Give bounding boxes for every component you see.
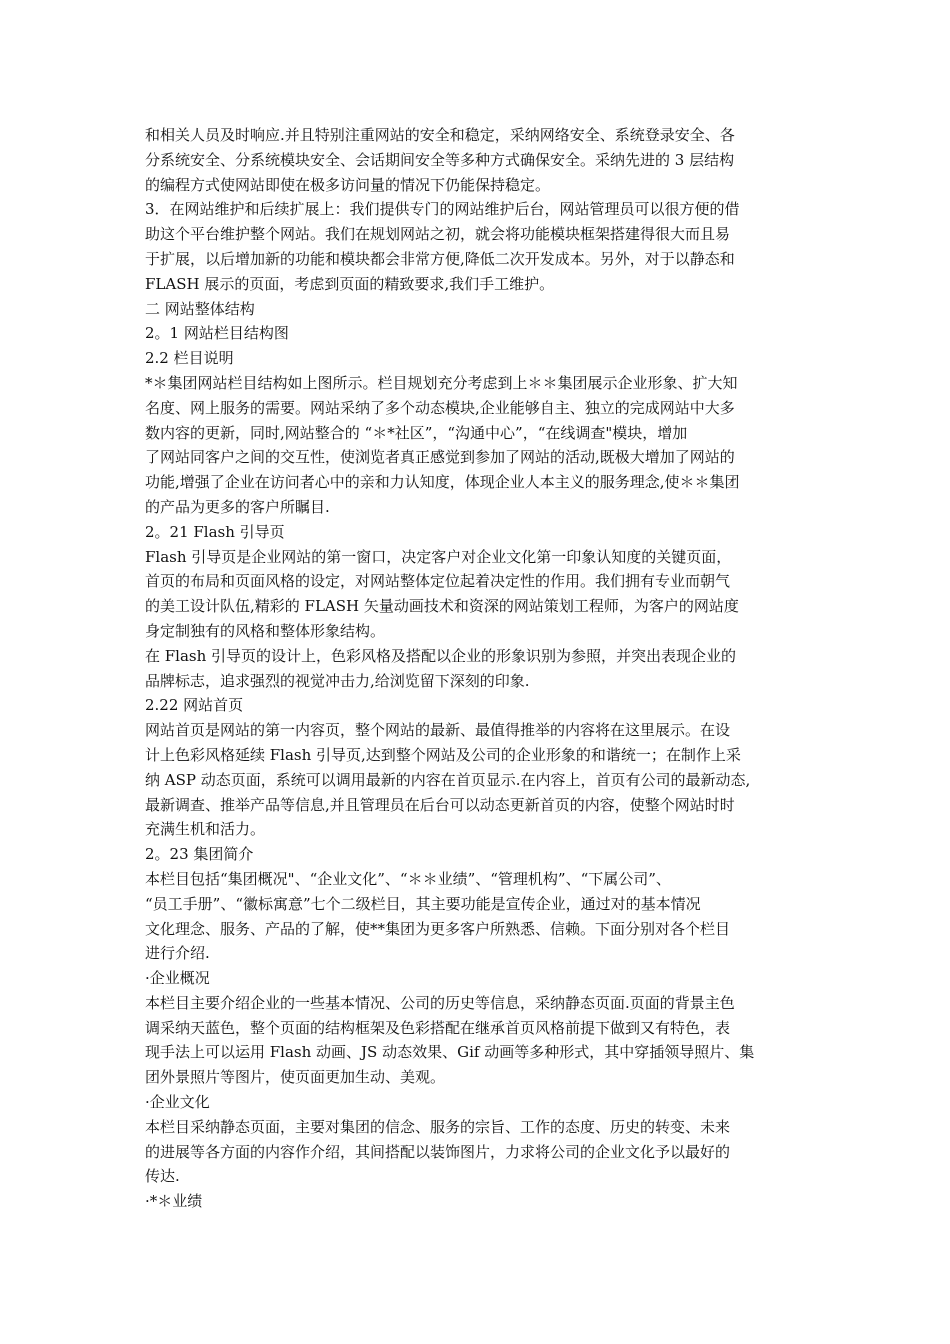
text-line: 的编程方式使网站即使在极多访问量的情况下仍能保持稳定。 [145,175,551,194]
section-heading: 2。1 网站栏目结构图 [145,324,289,343]
text-line: 本栏目主要介绍企业的一些基本情况、公司的历史等信息，采纳静态页面.页面的背景主色 [145,993,735,1012]
text-line: 现手法上可以运用 Flash 动画、JS 动态效果、Gif 动画等多种形式，其中穿插领导照片、集 [145,1043,755,1062]
text-line: Flash 引导页是企业网站的第一窗口，决定客户对企业文化第一印象认知度的关键页面， [145,547,732,566]
text-line: 本栏目包括“集团概况"、“企业文化”、“＊＊业绩”、“管理机构”、“下属公司”、 [145,869,671,888]
text-line: FLASH 展示的页面，考虑到页面的精致要求,我们手工维护。 [145,274,555,293]
section-heading: 2。21 Flash 引导页 [145,522,285,541]
section-heading: 2。23 集团简介 [145,845,254,864]
text-line: 的产品为更多的客户所瞩目. [145,497,330,516]
text-line: 分系统安全、分系统模块安全、会话期间安全等多种方式确保安全。采纳先进的 3 层结构 [145,150,735,169]
text-line: 于扩展，以后增加新的功能和模块都会非常方便,降低二次开发成本。另外，对于以静态和 [145,249,735,268]
text-line: 身定制独有的风格和整体形象结构。 [145,621,386,640]
text-line: 功能,增强了企业在访问者心中的亲和力认知度，体现企业人本主义的服务理念,使＊＊集团 [145,473,740,492]
text-line: “员工手册”、“徽标寓意”七个二级栏目，其主要功能是宣传企业，通过对的基本情况 [145,894,701,913]
text-line: 本栏目采纳静态页面，主要对集团的信念、服务的宗旨、工作的态度、历史的转变、未来 [145,1117,731,1136]
section-heading: 二 网站整体结构 [145,299,255,318]
text-line: 调采纳天蓝色，整个页面的结构框架及色彩搭配在继承首页风格前提下做到又有特色，表 [145,1018,731,1037]
text-line: 网站首页是网站的第一内容页，整个网站的最新、最值得推举的内容将在这里展示。在设 [145,721,731,740]
bullet-heading: ·企业概况 [145,969,210,988]
text-line: 名度、网上服务的需要。网站采纳了多个动态模块,企业能够自主、独立的完成网站中大多 [145,398,735,417]
text-line: 传达. [145,1167,180,1186]
text-line: 3．在网站维护和后续扩展上：我们提供专门的网站维护后台，网站管理员可以很方便的借 [145,200,740,219]
text-line: 充满生机和活力。 [145,820,266,839]
document-body [145,123,810,1214]
text-line: 纳 ASP 动态页面，系统可以调用最新的内容在首页显示.在内容上，首页有公司的最新动态, [145,770,751,789]
bullet-heading: ·*＊业绩 [145,1192,203,1211]
text-line: *＊集团网站栏目结构如上图所示。栏目规划充分考虑到上＊＊集团展示企业形象、扩大知 [145,373,738,392]
text-line: 团外景照片等图片，使页面更加生动、美观。 [145,1068,446,1087]
text-line: 最新调查、推举产品等信息,并且管理员在后台可以动态更新首页的内容，使整个网站时时 [145,795,735,814]
text-line: 助这个平台维护整个网站。我们在规划网站之初，就会将功能模块框架搭建得很大而且易 [145,225,731,244]
text-line: 了网站同客户之间的交互性，使浏览者真正感觉到参加了网站的活动,既极大增加了网站的 [145,448,735,467]
text-line: 的美工设计队伍,精彩的 FLASH 矢量动画技术和资深的网站策划工程师，为客户的网站度 [145,597,739,616]
section-heading: 2.2 栏目说明 [145,349,234,368]
text-line: 首页的布局和页面风格的设定，对网站整体定位起着决定性的作用。我们拥有专业而朝气 [145,572,731,591]
text-line: 文化理念、服务、产品的了解，使**集团为更多客户所熟悉、信赖。下面分别对各个栏目 [145,919,731,938]
text-line: 品牌标志，追求强烈的视觉冲击力,给浏览留下深刻的印象. [145,671,530,690]
section-heading: 2.22 网站首页 [145,696,244,715]
bullet-heading: ·企业文化 [145,1093,210,1112]
text-line: 进行介绍. [145,944,210,963]
text-line: 在 Flash 引导页的设计上，色彩风格及搭配以企业的形象识别为参照，并突出表现企业的 [145,646,737,665]
text-line: 计上色彩风格延续 Flash 引导页,达到整个网站及公司的企业形象的和谐统一；在制作上采 [145,745,741,764]
text-line: 和相关人员及时响应.并且特别注重网站的安全和稳定，采纳网络安全、系统登录安全、各 [145,126,735,144]
text-line: 的进展等各方面的内容作介绍，其间搭配以装饰图片，力求将公司的企业文化予以最好的 [145,1142,731,1161]
text-line: 数内容的更新，同时,网站整合的 “＊*社区”，“沟通中心”，“在线调查"模块，增加 [145,423,688,442]
